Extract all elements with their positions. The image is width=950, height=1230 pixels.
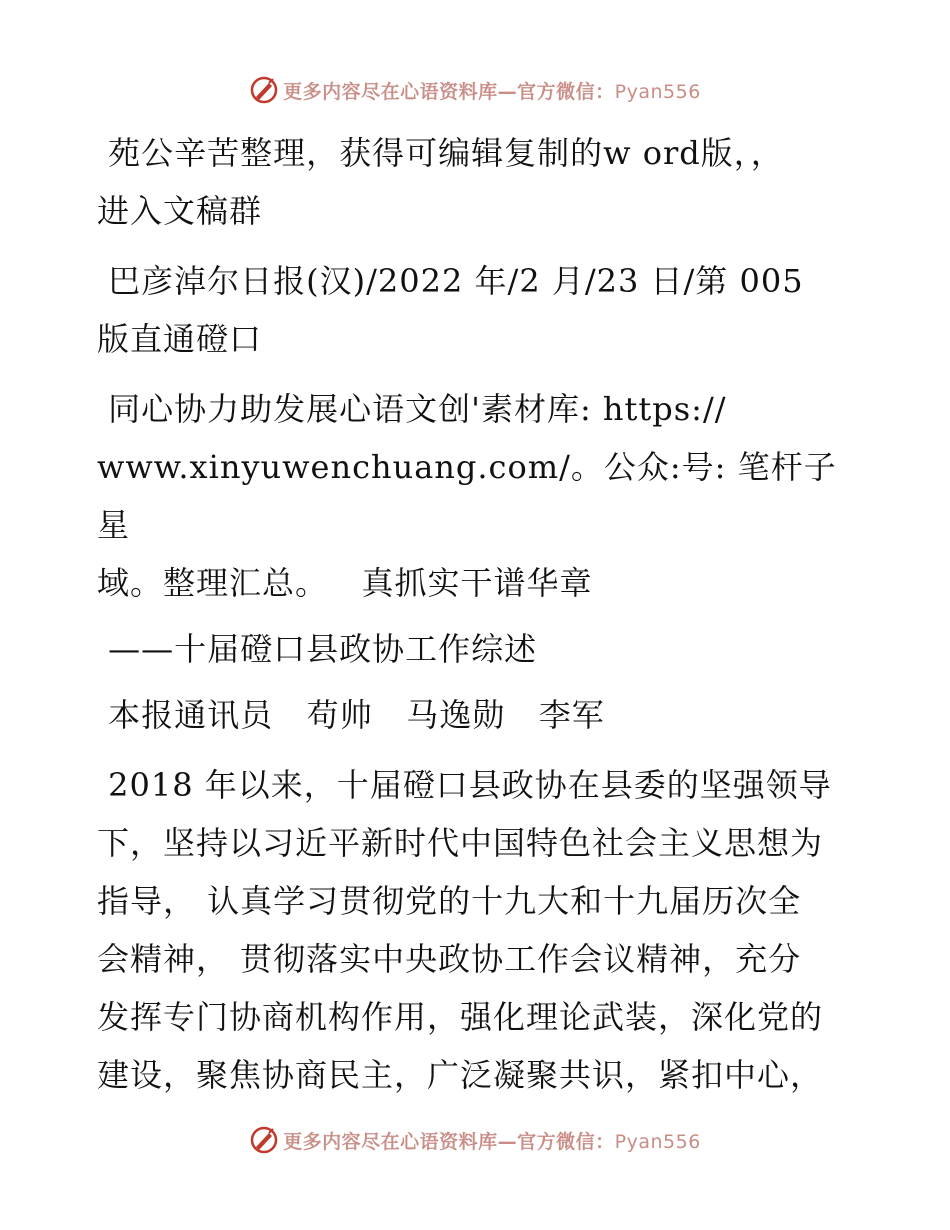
header-banner bbox=[0, 70, 950, 110]
banner-wechat-id: Pyan556 bbox=[614, 1130, 701, 1153]
paragraph-note: 苑公辛苦整理，获得可编辑复制的w ord版，， 进入文稿群 bbox=[97, 134, 784, 230]
paragraph-byline: 本报通讯员 苟帅 马逸勋 李军 bbox=[97, 696, 605, 734]
paragraph-subtitle: ——十届磴口县政协工作综述 bbox=[97, 630, 538, 668]
pen-circle-logo-icon bbox=[249, 1125, 279, 1155]
banner-text bbox=[283, 1127, 701, 1154]
footer-banner bbox=[0, 1120, 950, 1160]
paragraph-source: 巴彦淖尔日报(汉)/2022 年/2 月/23 日/第 005 版直通磴口 bbox=[97, 262, 804, 358]
pen-circle-logo-icon bbox=[249, 75, 279, 105]
paragraph-body: 2018 年以来，十届磴口县政协在县委的坚强领导 下，坚持以习近平新时代中国特色社会主义思想为 指导， 认真学习贯彻党的十九大和十九届历次全 会精神， 贯彻落实中央政协工作会议精神，充分 发挥专门协商机构作用，强化理论武装，深化党的 建设，聚焦协商民主，广泛凝聚共识，紧扣中心， bbox=[97, 766, 832, 1094]
document-body bbox=[97, 124, 857, 1116]
paragraph-title: 同心协力助发展心语文创'素材库: https:// www.xinyuwenchuang.com/。公众:号: 笔杆子星 域。整理汇总。 真抓实干谱华章 bbox=[97, 390, 837, 602]
banner-label: 更多内容尽在心语资料库—官方微信： bbox=[283, 80, 615, 103]
banner-label: 更多内容尽在心语资料库—官方微信： bbox=[283, 1130, 615, 1153]
banner-wechat-id: Pyan556 bbox=[614, 80, 701, 103]
banner-text bbox=[283, 77, 701, 104]
